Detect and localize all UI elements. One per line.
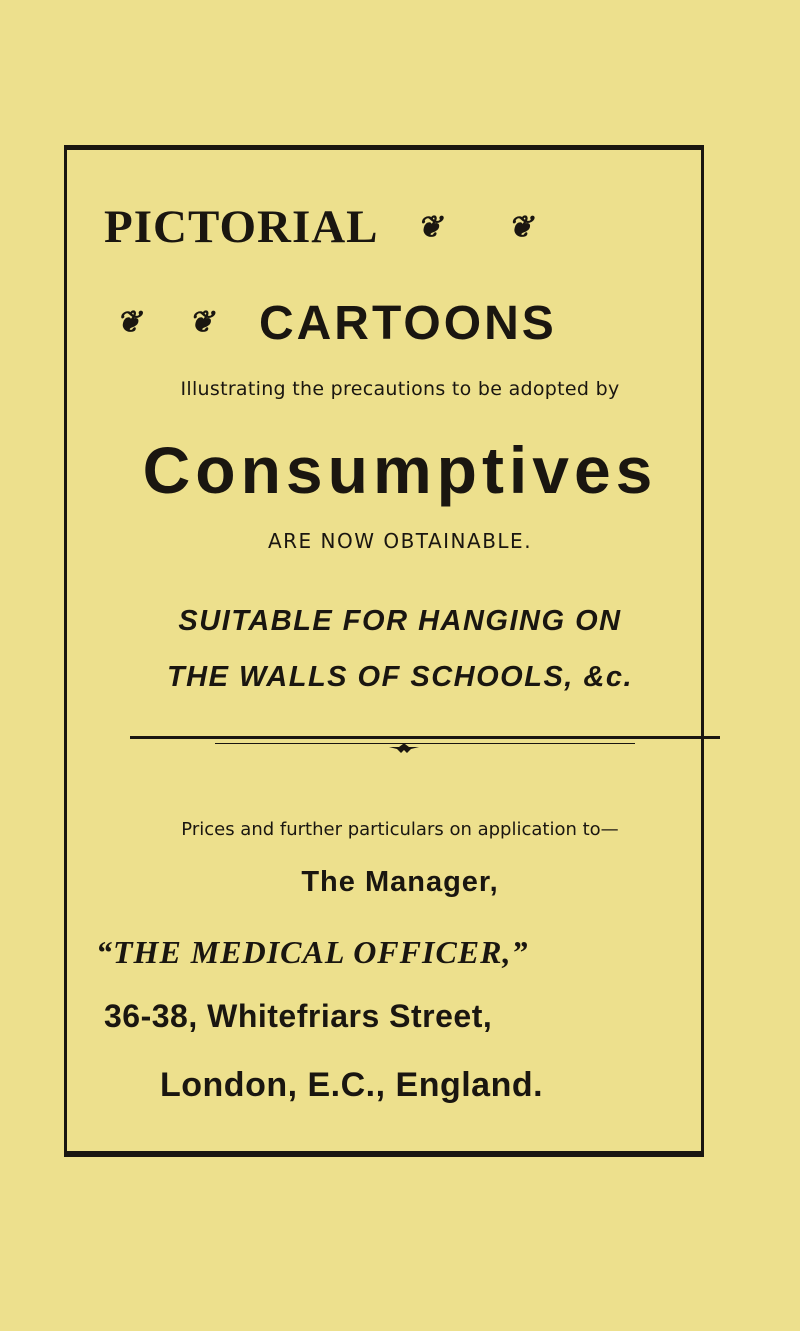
divider-rule xyxy=(130,736,720,739)
ornament-icon: ❦ xyxy=(116,304,145,340)
subtitle: Illustrating the precautions to be adopted by xyxy=(180,378,620,400)
contact-intro: Prices and further particulars on application to— xyxy=(181,819,619,840)
street-address: 36-38, Whitefriars Street, xyxy=(104,998,493,1034)
heading-word-pictorial: PICTORIAL xyxy=(104,201,376,253)
heading-line-2 xyxy=(116,296,557,351)
suitability-line-1: SUITABLE FOR HANGING ON xyxy=(178,605,622,637)
subject-title: Consumptives xyxy=(142,433,658,507)
city-address: London, E.C., England. xyxy=(160,1066,544,1104)
fleuron-ornament-icon xyxy=(389,744,419,754)
suitability-line-2: THE WALLS OF SCHOOLS, &c. xyxy=(166,661,634,693)
ornament-icon: ❦ xyxy=(507,209,534,245)
contact-recipient: The Manager, xyxy=(301,866,499,898)
heading-word-cartoons: CARTOONS xyxy=(258,297,557,350)
divider-rule-thin xyxy=(215,743,635,744)
availability-notice: ARE NOW OBTAINABLE. xyxy=(267,529,533,553)
ornament-icon: ❦ xyxy=(416,209,443,245)
ornament-icon: ❦ xyxy=(188,304,217,340)
heading-line-1 xyxy=(104,200,554,254)
publication-name: “THE MEDICAL OFFICER,” xyxy=(96,934,529,970)
